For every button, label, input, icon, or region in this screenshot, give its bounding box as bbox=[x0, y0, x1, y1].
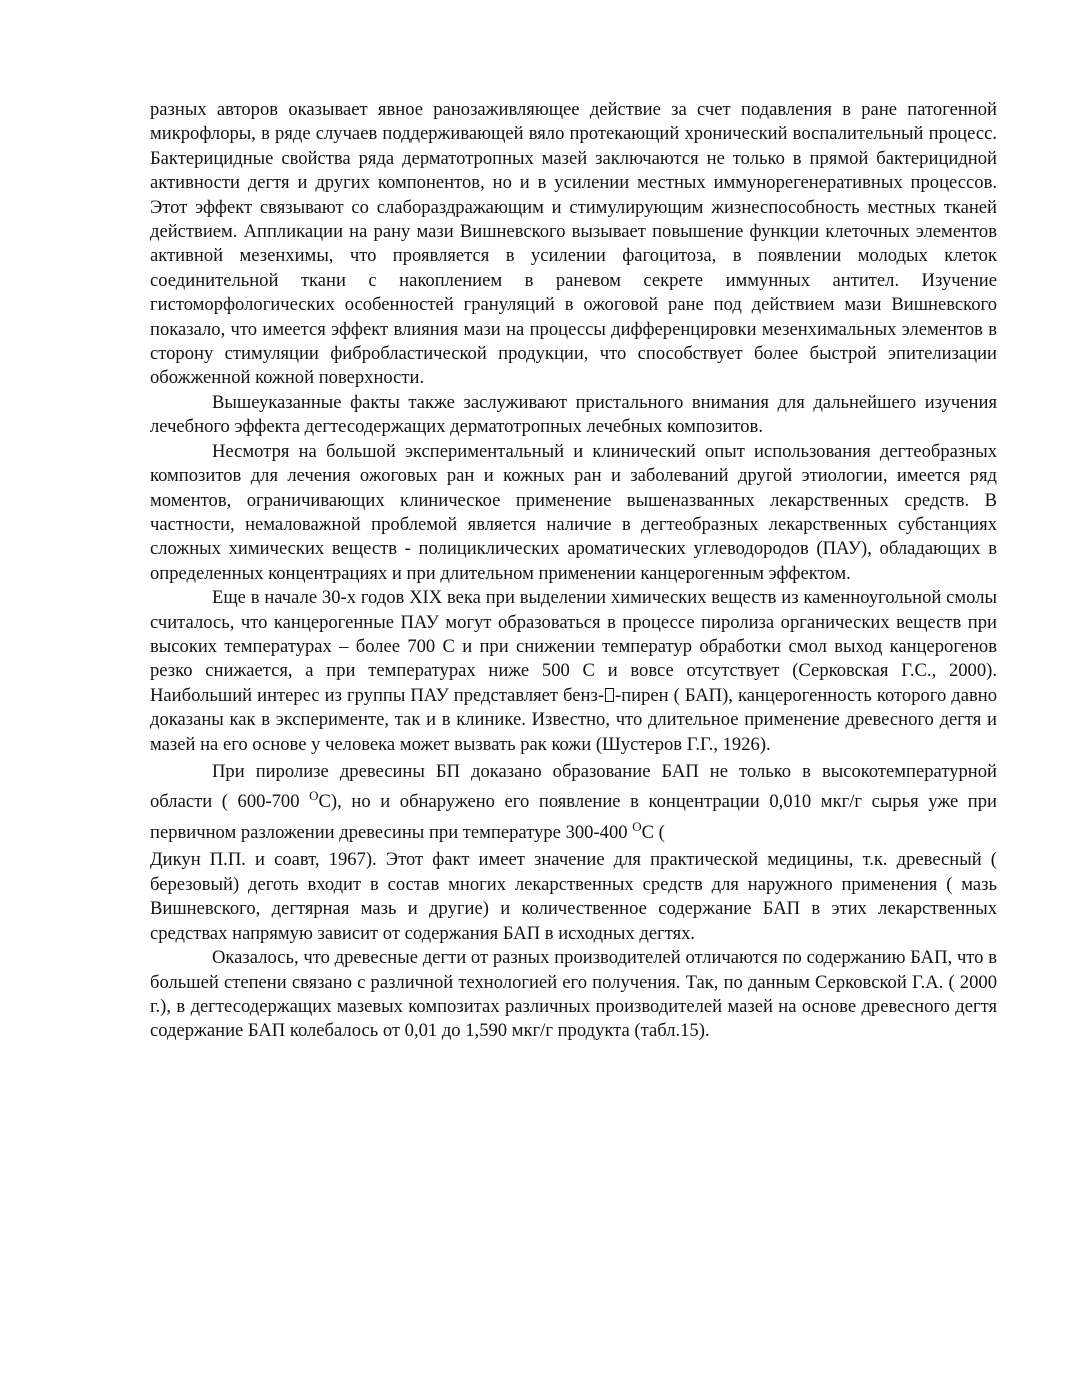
missing-glyph-icon bbox=[605, 688, 614, 702]
paragraph-4-text-end: -пирен ( БАП), канцерогенность которого давно доказаны как в эксперименте, так и в клинике. Известно, что длительное применение древесного дегтя и мазей на его основе у человека может вызвать рак кожи (Шустеров Г.Г., 1926). bbox=[150, 684, 997, 755]
paragraph-5-text-a: При пиролизе древесины БП доказано образование БАП не только в высокотемпературной области ( 600-700 bbox=[150, 760, 997, 813]
paragraph-5-text-b: С), но и обнаружено его появление в концентрации 0,010 мкг/г сырья уже при первичном разложении древесины при температуре 300-400 bbox=[150, 791, 998, 843]
paragraph-1: разных авторов оказывает явное ранозаживляющее действие за счет подавления в ране патогенной микрофлоры, в ряде случаев поддерживающей вяло протекающий хронический воспалительный процесс. Бактерицидные свойства ряда дерматотропных мазей заключаются не только в прямой бактерицидной активности дегтя и других компонентов, но и в усилении местных иммунорегенеративных процессов. Этот эффект связывают со слабораздражающим и стимулирующим жизнеспособность местных тканей действием. Аппликации на рану мази Вишневского вызывает повышение функции клеточных элементов активной мезенхимы, что проявляется в усилении фагоцитоза, в появлении молодых клеток соединительной ткани с накоплением в раневом секрете иммунных антител. Изучение гистоморфологических особенностей грануляций в ожоговой ране под действием мази Вишневского показало, что имеется эффект влияния мази на процессы дифференцировки мезенхимальных элементов в сторону стимуляции фибробластической продукции, что способствует более быстрой эпителизации обожженной кожной поверхности. bbox=[150, 99, 997, 389]
paragraph-4 bbox=[150, 586, 997, 757]
paragraph-3: Несмотря на большой экспериментальный и клинический опыт использования дегтеобразных композитов для лечения ожоговых ран и кожных ран и заболеваний другой этиологии, имеется ряд моментов, ограничивающих клиническое применение вышеназванных лекарственных средств. В частности, немаловажной проблемой является наличие в дегтеобразных лекарственных субстанциях сложных химических веществ - полициклических ароматических углеводородов (ПАУ), обладающих в определенных концентрациях и при длительном применении канцерогенным эффектом. bbox=[150, 440, 997, 584]
paragraph-4-text-start: Еще в начале 30-х годов XIX века при выделении химических веществ из каменноугольной смолы считалось, что канцерогенные ПАУ могут образоваться в процессе пиролиза органических веществ при высоких температурах – более 700 С и при снижении температур обработки смол выход канцерогенов резко снижается, а при температурах ниже 500 С и вовсе отсутствует (Серковская Г.С., 2000). Наибольший интерес из группы ПАУ представляет бенз- bbox=[150, 587, 997, 706]
degree-superscript: О bbox=[632, 818, 642, 834]
paragraph-5-continued: Дикун П.П. и соавт, 1967). Этот факт имеет значение для практической медицины, т.к. древесный ( березовый) деготь входит в состав многих лекарственных средств для наружного применения ( мазь Вишневского, дегтярная мазь и другие) и количественное содержание БАП в этих лекарственных средствах напрямую зависит от содержания БАП в исходных дегтях. bbox=[150, 849, 997, 944]
paragraph-5-lead bbox=[150, 757, 997, 849]
degree-superscript: О bbox=[309, 788, 319, 804]
paragraph-6: Оказалось, что древесные дегти от разных производителей отличаются по содержанию БАП, что в большей степени связано с различной технологией его получения. Так, по данным Серковской Г.А. ( 2000 г.), в дегтесодержащих мазевых композитах различных производителей мазей на основе древесного дегтя содержание БАП колебалось от 0,01 до 1,590 мкг/г продукта (табл.15). bbox=[150, 947, 997, 1042]
paragraph-5-text-c: С ( bbox=[641, 821, 665, 843]
paragraph-2: Вышеуказанные факты также заслуживают пристального внимания для дальнейшего изучения лечебного эффекта дегтесодержащих дерматотропных лечебных композитов. bbox=[150, 391, 997, 438]
document-page bbox=[150, 98, 997, 1044]
